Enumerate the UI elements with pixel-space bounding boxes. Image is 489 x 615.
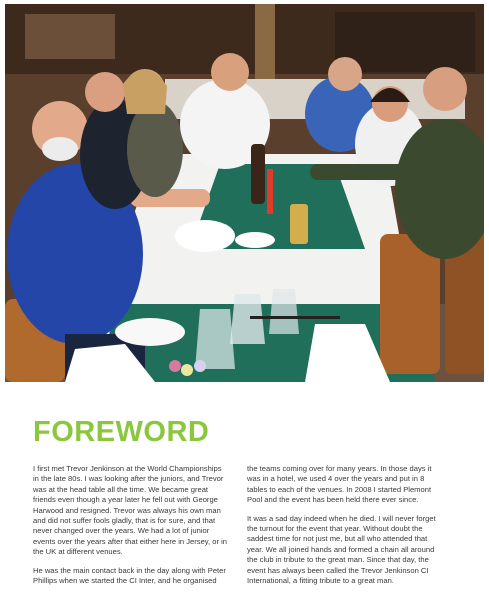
paragraph: the teams coming over for many years. In those days it was in a hotel, we used 4 over the years and put in 8 tables to each of the venues. In 2008 I started Plemont Pool and the event has been held there ever since. <box>247 464 432 505</box>
page-heading: FOREWORD <box>33 416 210 448</box>
group-photo <box>5 4 484 382</box>
text-column-left <box>33 464 229 594</box>
paragraph: He was the main contact back in the day along with Peter Phillips when we started the CI Inter, and he organised <box>33 565 226 586</box>
restaurant-group-photo <box>5 4 484 382</box>
paragraph: It was a sad day indeed when he died. I will never forget the turnout for the event that year. Without doubt the saddest time for not just me, but all who attended that year. We all joined hands and formed a chain all around the club in tribute to the great man. Since that day, the event has always been called the Trevor Jenkinson CI International, a fitting tribute to a great man. <box>247 513 436 586</box>
text-column-right <box>247 464 443 594</box>
paragraph: I first met Trevor Jenkinson at the World Championships in the late 80s. I was looking after the juniors, and Trevor was at the head table all the time. We became great friends even though a year later he fell out with George Harwood and resigned. Trevor was always his own man and did not suffer fools gladly, that is for sure, and that never changed over the years. We had a lot of junior events over the years after that either here in Jersey, or in the UK at different venues. <box>33 464 228 557</box>
